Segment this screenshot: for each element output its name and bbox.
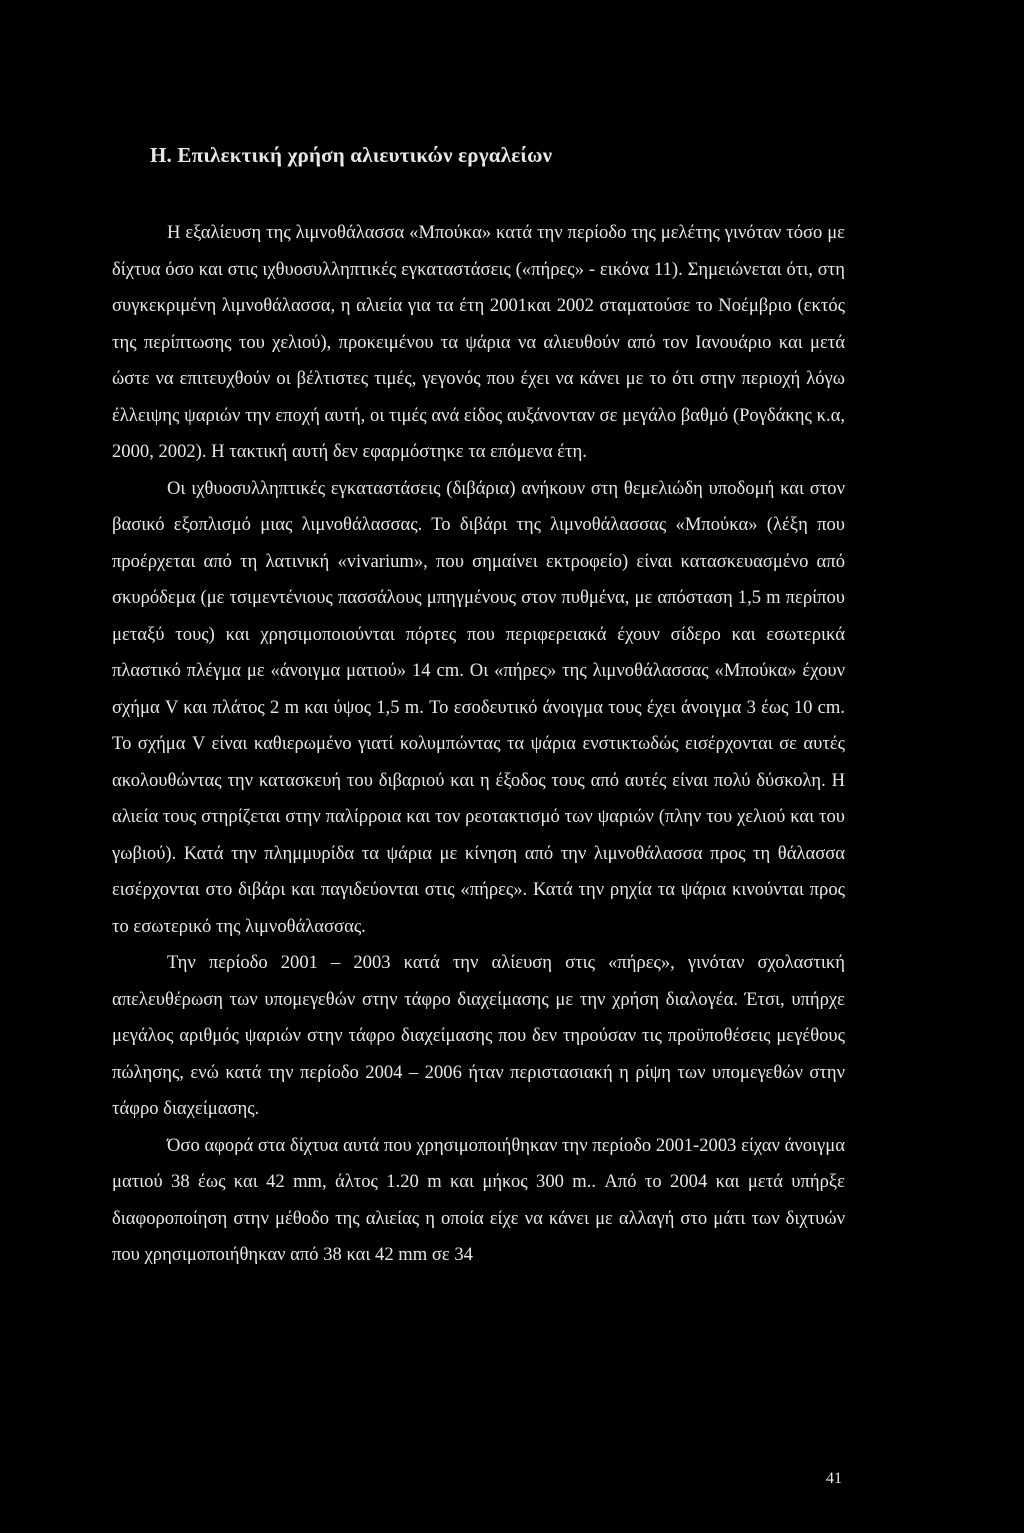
paragraph: Η εξαλίευση της λιμνοθάλασσα «Μπούκα» κατά την περίοδο της μελέτης γινόταν τόσο με δίχτυα όσο και στις ιχθυοσυλληπτικές εγκαταστάσεις («πήρες» - εικόνα 11). Σημειώνεται ότι, στη συγκεκριμένη λιμνοθάλασσα, η αλιεία για τα έτη 2001και 2002 σταματούσε το Νοέμβριο (εκτός της περίπτωσης του χελιού), προκειμένου τα ψάρια να αλιευθούν από τον Ιανουάριο και μετά ώστε να επιτευχθούν οι βέλτιστες τιμές, γεγονός που έχει να κάνει με το ότι στην περιοχή λόγω έλλειψης ψαριών την εποχή αυτή, οι τιμές ανά είδος αυξάνονταν σε μεγάλο βαθμό (Ρογδάκης κ.α, 2000, 2002). Η τακτική αυτή δεν εφαρμόστηκε τα επόμενα έτη.: [112, 222, 845, 462]
paragraph: Οι ιχθυοσυλληπτικές εγκαταστάσεις (διβάρια) ανήκουν στη θεμελιώδη υποδομή και στον βασικό εξοπλισμό μιας λιμνοθάλασσας. Το διβάρι της λιμνοθάλασσας «Μπούκα» (λέξη που προέρχεται από τη λατινική «vivarium», που σημαίνει εκτροφείο) είναι κατασκευασμένο από σκυρόδεμα (με τσιμεντένιους πασσάλους μπηγμένους στον πυθμένα, με απόσταση 1,5 m περίπου μεταξύ τους) και χρησιμοποιούνται πόρτες που περιφερειακά έχουν σίδερο και εσωτερικά πλαστικό πλέγμα με «άνοιγμα ματιού» 14 cm. Οι «πήρες» της λιμνοθάλασσας «Μπούκα» έχουν σχήμα V και πλάτος 2 m και ύψος 1,5 m. Το εσοδευτικό άνοιγμα τους έχει άνοιγμα 3 έως 10 cm. Το σχήμα V είναι καθιερωμένο γιατί κολυμπώντας τα ψάρια ενστικτωδώς εισέρχονται σε αυτές ακολουθώντας την κατασκευή του διβαριού και η έξοδος τους από αυτές είναι πολύ δύσκολη. Η αλιεία τους στηρίζεται στην παλίρροια και τον ρεοτακτισμό των ψαριών (πλην του χελιού και του γωβιού). Κατά την πλημμυρίδα τα ψάρια με κίνηση από την λιμνοθάλασσα προς τη θάλασσα εισέρχονται στο διβάρι και παγιδεύονται στις «πήρες». Κατά την ρηχία τα ψάρια κινούνται προς το εσωτερικό της λιμνοθάλασσας.: [112, 477, 845, 937]
section-heading: Η. Επιλεκτική χρήση αλιευτικών εργαλείων: [150, 143, 553, 167]
page-number: 41: [826, 1470, 842, 1487]
paragraph: Την περίοδο 2001 – 2003 κατά την αλίευση στις «πήρες», γινόταν σχολαστική απελευθέρωση των υπομεγεθών στην τάφρο διαχείμασης με την χρήση διαλογέα. Έτσι, υπήρχε μεγάλος αριθμός ψαριών στην τάφρο διαχείμασης που δεν τηρούσαν τις προϋποθέσεις μεγέθους πώλησης, ενώ κατά την περίοδο 2004 – 2006 ήταν περιστασιακή η ρίψη των υπομεγεθών στην τάφρο διαχείμασης.: [112, 952, 845, 1119]
body-text: [112, 215, 845, 1274]
paragraph: Όσο αφορά στα δίχτυα αυτά που χρησιμοποιήθηκαν την περίοδο 2001-2003 είχαν άνοιγμα ματιού 38 έως και 42 mm, άλτος 1.20 m και μήκος 300 m.. Από το 2004 και μετά υπήρξε διαφοροποίηση στην μέθοδο της αλιείας η οποία είχε να κάνει με αλλαγή στο μάτι των διχτυών που χρησιμοποιήθηκαν από 38 και 42 mm σε 34: [112, 1134, 845, 1265]
